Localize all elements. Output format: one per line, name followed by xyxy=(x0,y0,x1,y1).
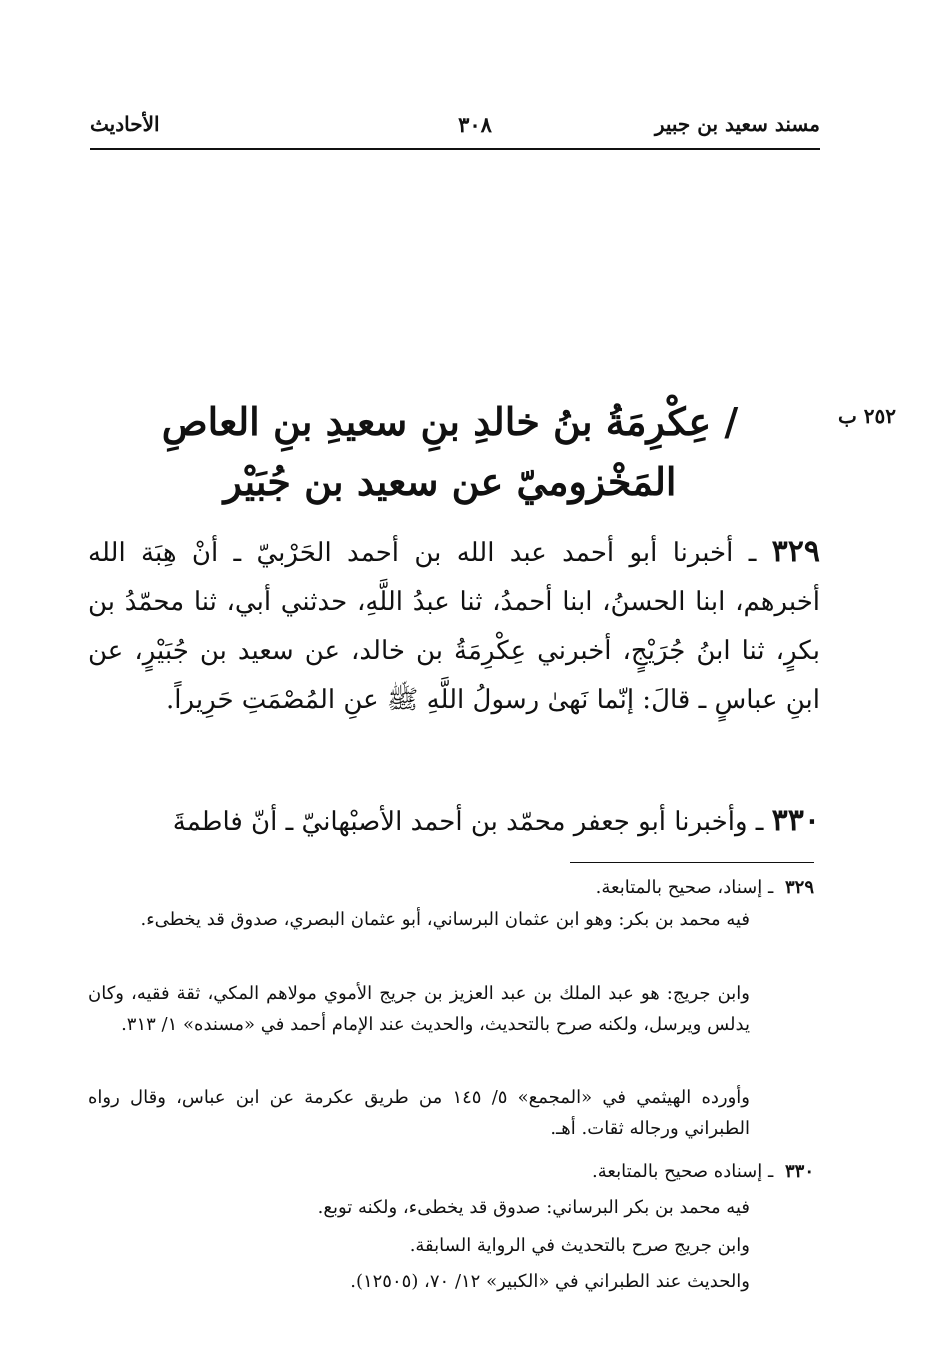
hadith-329 xyxy=(88,527,820,725)
header-book-title: مسند سعيد بن جبير xyxy=(654,112,820,136)
hadith-number: ٣٢٩ xyxy=(771,534,821,569)
footnote-330-para-3: والحديث عند الطبراني في «الكبير» ١٢/ ٧٠، (١٢٥٠٥). xyxy=(350,1271,750,1292)
hadith-text: ـ وأخبرنا أبو جعفر محمّد بن أحمد الأصبْهانيّ ـ أنّ فاطمةَ xyxy=(172,807,764,837)
footnote-number: ٣٣٠ xyxy=(784,1161,814,1182)
hadith-number: ٣٣٠ xyxy=(771,803,820,838)
footnote-329-para-3: وأورده الهيثمي في «المجمع» ٥/ ١٤٥ من طريق عكرمة عن ابن عباس، وقال رواه الطبراني ورجاله ثقات. أهـ. xyxy=(88,1087,750,1139)
hadith-text: ـ أخبرنا أبو أحمد عبد الله بن أحمد الحَرْبيّ ـ أنْ هِبَة الله أخبرهم، ابنا الحسنُ، ابنا أحمدُ، ثنا عبدُ اللَّهِ، حدثني أبي، ثنا محمّدُ بن بكرٍ، ثنا ابنُ جُرَيْجٍ، أخبرني عِكْرِمَةُ بن خالد، عن سعيد بن جُبَيْرٍ، عن ابنِ عباسٍ ـ قالَ: إنّما نَهىٰ رسولُ اللَّهِ ﷺ عنِ المُصْمَتِ حَرِيراً. xyxy=(88,538,820,715)
header-page-number: ٣٠٨ xyxy=(458,112,492,137)
footnote-330-para-1: فيه محمد بن بكر البرساني: صدوق قد يخطىء، ولكنه توبع. xyxy=(317,1197,750,1218)
footnote-head-text: ـ إسناده صحيح بالمتابعة. xyxy=(592,1161,774,1182)
margin-folio-marker: ٢٥٢ ب xyxy=(837,404,896,428)
hadith-330 xyxy=(88,796,820,847)
chapter-title-line-1: / عِكْرِمَةُ بنُ خالدِ بنِ سعيدِ بنِ العاصِ xyxy=(161,399,739,444)
footnote-329-para-1: فيه محمد بن بكر: وهو ابن عثمان البرساني، أبو عثمان البصري، صدوق قد يخطىء. xyxy=(140,909,750,930)
footnote-330-para-2: وابن جريج صرح بالتحديث في الرواية السابقة. xyxy=(409,1235,750,1256)
footnote-330-head xyxy=(214,1156,814,1187)
footnote-329-head xyxy=(214,872,814,903)
footnote-329-para-2: وابن جريج: هو عبد الملك بن عبد العزيز بن جريج الأموي مولاهم المكي، ثقة فقيه، وكان يدلس ويرسل، ولكنه صرح بالتحديث، والحديث عند الإمام أحمد في «مسنده» ١/ ٣١٣. xyxy=(88,983,750,1035)
footnote-head-text: ـ إسناد، صحيح بالمتابعة. xyxy=(595,877,774,898)
running-header xyxy=(90,112,820,150)
chapter-title-line-2: المَخْزوميّ عن سعيد بن جُبَيْر xyxy=(223,459,677,504)
footnote-separator xyxy=(570,862,814,863)
footnote-number: ٣٢٩ xyxy=(784,877,814,898)
header-section: الأحاديث xyxy=(90,112,160,136)
